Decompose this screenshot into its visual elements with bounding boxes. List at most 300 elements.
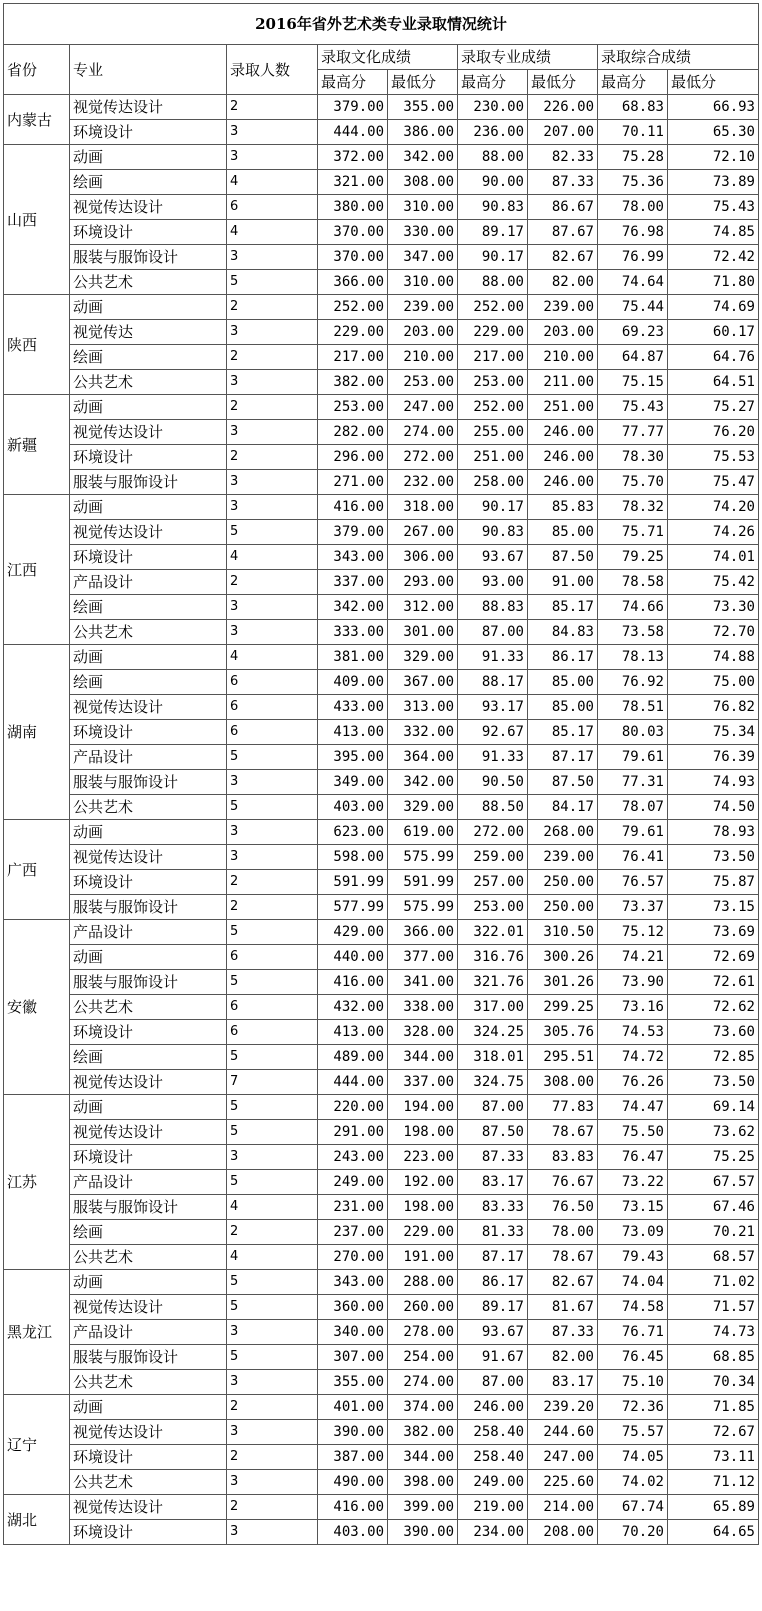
professional-min-cell: 239.00 — [528, 845, 598, 870]
major-cell: 服装与服饰设计 — [70, 895, 227, 920]
professional-min-cell: 77.83 — [528, 1095, 598, 1120]
overall-max-cell: 72.36 — [598, 1395, 668, 1420]
professional-max-cell: 253.00 — [458, 895, 528, 920]
professional-min-cell: 251.00 — [528, 395, 598, 420]
table-row — [4, 1295, 759, 1320]
overall-max-cell: 74.66 — [598, 595, 668, 620]
major-cell: 动画 — [70, 395, 227, 420]
table-row — [4, 1145, 759, 1170]
culture-max-cell: 403.00 — [318, 795, 388, 820]
province-cell: 新疆 — [4, 395, 70, 495]
culture-max-cell: 390.00 — [318, 1420, 388, 1445]
overall-max-cell: 76.26 — [598, 1070, 668, 1095]
overall-min-cell: 74.88 — [668, 645, 759, 670]
count-cell: 2 — [227, 1395, 318, 1420]
overall-max-cell: 74.58 — [598, 1295, 668, 1320]
culture-min-cell: 288.00 — [388, 1270, 458, 1295]
major-cell: 公共艺术 — [70, 620, 227, 645]
table-row — [4, 195, 759, 220]
overall-max-cell: 76.71 — [598, 1320, 668, 1345]
professional-max-cell: 236.00 — [458, 120, 528, 145]
table-row — [4, 1170, 759, 1195]
professional-max-cell: 87.17 — [458, 1245, 528, 1270]
overall-min-cell: 73.11 — [668, 1445, 759, 1470]
table-row — [4, 1195, 759, 1220]
overall-min-cell: 74.73 — [668, 1320, 759, 1345]
major-cell: 动画 — [70, 645, 227, 670]
culture-max-cell: 366.00 — [318, 270, 388, 295]
professional-min-cell: 84.17 — [528, 795, 598, 820]
culture-max-cell: 355.00 — [318, 1370, 388, 1395]
overall-max-cell: 73.15 — [598, 1195, 668, 1220]
professional-min-cell: 226.00 — [528, 95, 598, 120]
overall-max-cell: 73.09 — [598, 1220, 668, 1245]
overall-min-cell: 72.70 — [668, 620, 759, 645]
table-row — [4, 1445, 759, 1470]
professional-max-cell: 252.00 — [458, 395, 528, 420]
header-professional-max: 最高分 — [458, 70, 528, 95]
professional-max-cell: 230.00 — [458, 95, 528, 120]
overall-min-cell: 64.51 — [668, 370, 759, 395]
professional-max-cell: 90.83 — [458, 520, 528, 545]
overall-min-cell: 71.85 — [668, 1395, 759, 1420]
province-cell: 安徽 — [4, 920, 70, 1095]
professional-min-cell: 87.50 — [528, 770, 598, 795]
overall-max-cell: 78.51 — [598, 695, 668, 720]
overall-min-cell: 75.00 — [668, 670, 759, 695]
overall-min-cell: 70.21 — [668, 1220, 759, 1245]
culture-max-cell: 337.00 — [318, 570, 388, 595]
table-row — [4, 695, 759, 720]
table-row — [4, 495, 759, 520]
major-cell: 产品设计 — [70, 1170, 227, 1195]
province-cell: 江西 — [4, 495, 70, 645]
culture-max-cell: 577.99 — [318, 895, 388, 920]
count-cell: 5 — [227, 745, 318, 770]
table-row — [4, 1420, 759, 1445]
professional-max-cell: 88.00 — [458, 270, 528, 295]
overall-min-cell: 75.34 — [668, 720, 759, 745]
professional-max-cell: 219.00 — [458, 1495, 528, 1520]
professional-min-cell: 86.17 — [528, 645, 598, 670]
major-cell: 视觉传达设计 — [70, 845, 227, 870]
major-cell: 环境设计 — [70, 1020, 227, 1045]
count-cell: 4 — [227, 545, 318, 570]
culture-max-cell: 395.00 — [318, 745, 388, 770]
table-row — [4, 1495, 759, 1520]
count-cell: 3 — [227, 420, 318, 445]
overall-max-cell: 74.47 — [598, 1095, 668, 1120]
professional-max-cell: 81.33 — [458, 1220, 528, 1245]
culture-max-cell: 416.00 — [318, 970, 388, 995]
overall-max-cell: 75.71 — [598, 520, 668, 545]
culture-min-cell: 229.00 — [388, 1220, 458, 1245]
culture-max-cell: 340.00 — [318, 1320, 388, 1345]
culture-min-cell: 329.00 — [388, 795, 458, 820]
culture-min-cell: 274.00 — [388, 1370, 458, 1395]
table-row — [4, 245, 759, 270]
major-cell: 环境设计 — [70, 1445, 227, 1470]
table-row — [4, 620, 759, 645]
professional-min-cell: 84.83 — [528, 620, 598, 645]
count-cell: 2 — [227, 395, 318, 420]
overall-max-cell: 75.57 — [598, 1420, 668, 1445]
professional-min-cell: 87.67 — [528, 220, 598, 245]
table-row — [4, 720, 759, 745]
table-row — [4, 820, 759, 845]
table-row — [4, 1070, 759, 1095]
overall-max-cell: 74.64 — [598, 270, 668, 295]
count-cell: 5 — [227, 1095, 318, 1120]
overall-min-cell: 72.85 — [668, 1045, 759, 1070]
overall-max-cell: 68.83 — [598, 95, 668, 120]
culture-max-cell: 379.00 — [318, 520, 388, 545]
overall-min-cell: 74.20 — [668, 495, 759, 520]
major-cell: 动画 — [70, 820, 227, 845]
overall-max-cell: 75.15 — [598, 370, 668, 395]
province-cell: 辽宁 — [4, 1395, 70, 1495]
count-cell: 2 — [227, 570, 318, 595]
table-body — [4, 4, 759, 1545]
major-cell: 视觉传达设计 — [70, 420, 227, 445]
overall-min-cell: 76.20 — [668, 420, 759, 445]
overall-min-cell: 69.14 — [668, 1095, 759, 1120]
culture-max-cell: 489.00 — [318, 1045, 388, 1070]
professional-min-cell: 211.00 — [528, 370, 598, 395]
table-row — [4, 670, 759, 695]
culture-min-cell: 337.00 — [388, 1070, 458, 1095]
professional-min-cell: 225.60 — [528, 1470, 598, 1495]
count-cell: 3 — [227, 1520, 318, 1545]
professional-min-cell: 82.67 — [528, 1270, 598, 1295]
major-cell: 公共艺术 — [70, 1370, 227, 1395]
overall-max-cell: 73.37 — [598, 895, 668, 920]
culture-min-cell: 328.00 — [388, 1020, 458, 1045]
professional-max-cell: 258.00 — [458, 470, 528, 495]
professional-max-cell: 91.67 — [458, 1345, 528, 1370]
overall-max-cell: 78.30 — [598, 445, 668, 470]
culture-min-cell: 191.00 — [388, 1245, 458, 1270]
culture-min-cell: 247.00 — [388, 395, 458, 420]
major-cell: 绘画 — [70, 1045, 227, 1070]
professional-min-cell: 82.33 — [528, 145, 598, 170]
overall-max-cell: 76.57 — [598, 870, 668, 895]
professional-max-cell: 88.83 — [458, 595, 528, 620]
province-cell: 陕西 — [4, 295, 70, 395]
overall-min-cell: 73.50 — [668, 845, 759, 870]
culture-max-cell: 444.00 — [318, 120, 388, 145]
culture-min-cell: 591.99 — [388, 870, 458, 895]
culture-max-cell: 432.00 — [318, 995, 388, 1020]
professional-max-cell: 324.75 — [458, 1070, 528, 1095]
count-cell: 5 — [227, 1045, 318, 1070]
professional-max-cell: 251.00 — [458, 445, 528, 470]
count-cell: 2 — [227, 1220, 318, 1245]
table-row — [4, 845, 759, 870]
count-cell: 5 — [227, 920, 318, 945]
professional-max-cell: 90.17 — [458, 245, 528, 270]
major-cell: 服装与服饰设计 — [70, 970, 227, 995]
major-cell: 产品设计 — [70, 745, 227, 770]
count-cell: 5 — [227, 1345, 318, 1370]
culture-min-cell: 310.00 — [388, 195, 458, 220]
count-cell: 5 — [227, 1295, 318, 1320]
professional-max-cell: 92.67 — [458, 720, 528, 745]
professional-min-cell: 207.00 — [528, 120, 598, 145]
professional-max-cell: 258.40 — [458, 1445, 528, 1470]
count-cell: 3 — [227, 1470, 318, 1495]
professional-max-cell: 90.17 — [458, 495, 528, 520]
culture-min-cell: 313.00 — [388, 695, 458, 720]
table-row — [4, 945, 759, 970]
count-cell: 6 — [227, 695, 318, 720]
culture-min-cell: 194.00 — [388, 1095, 458, 1120]
culture-min-cell: 239.00 — [388, 295, 458, 320]
major-cell: 服装与服饰设计 — [70, 245, 227, 270]
culture-max-cell: 243.00 — [318, 1145, 388, 1170]
major-cell: 产品设计 — [70, 570, 227, 595]
province-cell: 黑龙江 — [4, 1270, 70, 1395]
professional-max-cell: 249.00 — [458, 1470, 528, 1495]
professional-max-cell: 88.50 — [458, 795, 528, 820]
professional-min-cell: 268.00 — [528, 820, 598, 845]
table-row — [4, 795, 759, 820]
table-row — [4, 895, 759, 920]
professional-max-cell: 89.17 — [458, 220, 528, 245]
count-cell: 3 — [227, 245, 318, 270]
table-row — [4, 295, 759, 320]
professional-min-cell: 85.83 — [528, 495, 598, 520]
major-cell: 绘画 — [70, 595, 227, 620]
major-cell: 视觉传达设计 — [70, 1495, 227, 1520]
overall-max-cell: 75.10 — [598, 1370, 668, 1395]
admission-table — [3, 3, 759, 1545]
culture-min-cell: 329.00 — [388, 645, 458, 670]
culture-min-cell: 374.00 — [388, 1395, 458, 1420]
overall-min-cell: 76.39 — [668, 745, 759, 770]
professional-min-cell: 76.50 — [528, 1195, 598, 1220]
overall-min-cell: 74.26 — [668, 520, 759, 545]
culture-max-cell: 270.00 — [318, 1245, 388, 1270]
professional-max-cell: 257.00 — [458, 870, 528, 895]
major-cell: 动画 — [70, 295, 227, 320]
major-cell: 公共艺术 — [70, 795, 227, 820]
table-row — [4, 745, 759, 770]
overall-min-cell: 71.80 — [668, 270, 759, 295]
count-cell: 6 — [227, 720, 318, 745]
count-cell: 4 — [227, 170, 318, 195]
count-cell: 5 — [227, 1120, 318, 1145]
professional-min-cell: 78.00 — [528, 1220, 598, 1245]
professional-min-cell: 246.00 — [528, 470, 598, 495]
professional-min-cell: 210.00 — [528, 345, 598, 370]
culture-max-cell: 370.00 — [318, 245, 388, 270]
major-cell: 绘画 — [70, 670, 227, 695]
professional-max-cell: 316.76 — [458, 945, 528, 970]
major-cell: 视觉传达设计 — [70, 1120, 227, 1145]
province-cell: 江苏 — [4, 1095, 70, 1270]
overall-max-cell: 77.77 — [598, 420, 668, 445]
count-cell: 3 — [227, 320, 318, 345]
province-cell: 内蒙古 — [4, 95, 70, 145]
culture-max-cell: 237.00 — [318, 1220, 388, 1245]
table-row — [4, 1345, 759, 1370]
professional-max-cell: 87.33 — [458, 1145, 528, 1170]
professional-max-cell: 258.40 — [458, 1420, 528, 1445]
culture-max-cell: 249.00 — [318, 1170, 388, 1195]
header-major: 专业 — [70, 45, 227, 95]
culture-min-cell: 312.00 — [388, 595, 458, 620]
overall-min-cell: 74.93 — [668, 770, 759, 795]
culture-min-cell: 223.00 — [388, 1145, 458, 1170]
professional-min-cell: 85.17 — [528, 595, 598, 620]
table-row — [4, 395, 759, 420]
overall-max-cell: 74.02 — [598, 1470, 668, 1495]
professional-max-cell: 90.00 — [458, 170, 528, 195]
table-row — [4, 1120, 759, 1145]
culture-min-cell: 341.00 — [388, 970, 458, 995]
culture-max-cell: 360.00 — [318, 1295, 388, 1320]
count-cell: 5 — [227, 520, 318, 545]
professional-max-cell: 252.00 — [458, 295, 528, 320]
professional-min-cell: 308.00 — [528, 1070, 598, 1095]
professional-max-cell: 321.76 — [458, 970, 528, 995]
overall-max-cell: 70.20 — [598, 1520, 668, 1545]
province-cell: 广西 — [4, 820, 70, 920]
table-row — [4, 1470, 759, 1495]
table-row — [4, 170, 759, 195]
overall-min-cell: 74.01 — [668, 545, 759, 570]
table-row — [4, 370, 759, 395]
professional-max-cell: 88.00 — [458, 145, 528, 170]
count-cell: 4 — [227, 220, 318, 245]
professional-min-cell: 78.67 — [528, 1245, 598, 1270]
culture-min-cell: 382.00 — [388, 1420, 458, 1445]
overall-min-cell: 60.17 — [668, 320, 759, 345]
table-row — [4, 520, 759, 545]
culture-min-cell: 390.00 — [388, 1520, 458, 1545]
professional-max-cell: 87.00 — [458, 1095, 528, 1120]
overall-max-cell: 73.16 — [598, 995, 668, 1020]
culture-min-cell: 306.00 — [388, 545, 458, 570]
professional-max-cell: 318.01 — [458, 1045, 528, 1070]
culture-max-cell: 416.00 — [318, 1495, 388, 1520]
culture-min-cell: 274.00 — [388, 420, 458, 445]
professional-min-cell: 87.33 — [528, 1320, 598, 1345]
major-cell: 环境设计 — [70, 870, 227, 895]
header-culture-max: 最高分 — [318, 70, 388, 95]
major-cell: 动画 — [70, 945, 227, 970]
count-cell: 3 — [227, 1370, 318, 1395]
culture-max-cell: 349.00 — [318, 770, 388, 795]
overall-min-cell: 70.34 — [668, 1370, 759, 1395]
overall-max-cell: 76.98 — [598, 220, 668, 245]
major-cell: 视觉传达 — [70, 320, 227, 345]
culture-min-cell: 330.00 — [388, 220, 458, 245]
culture-min-cell: 575.99 — [388, 895, 458, 920]
table-row — [4, 1245, 759, 1270]
table-row — [4, 570, 759, 595]
culture-max-cell: 296.00 — [318, 445, 388, 470]
major-cell: 环境设计 — [70, 1145, 227, 1170]
major-cell: 服装与服饰设计 — [70, 1345, 227, 1370]
major-cell: 环境设计 — [70, 120, 227, 145]
overall-min-cell: 67.46 — [668, 1195, 759, 1220]
overall-min-cell: 73.62 — [668, 1120, 759, 1145]
overall-min-cell: 64.76 — [668, 345, 759, 370]
professional-min-cell: 203.00 — [528, 320, 598, 345]
count-cell: 4 — [227, 645, 318, 670]
culture-max-cell: 433.00 — [318, 695, 388, 720]
culture-min-cell: 619.00 — [388, 820, 458, 845]
culture-max-cell: 444.00 — [318, 1070, 388, 1095]
professional-max-cell: 259.00 — [458, 845, 528, 870]
count-cell: 3 — [227, 495, 318, 520]
culture-min-cell: 344.00 — [388, 1445, 458, 1470]
culture-min-cell: 342.00 — [388, 145, 458, 170]
culture-min-cell: 355.00 — [388, 95, 458, 120]
culture-max-cell: 231.00 — [318, 1195, 388, 1220]
table-row — [4, 920, 759, 945]
overall-min-cell: 74.85 — [668, 220, 759, 245]
header-professional-min: 最低分 — [528, 70, 598, 95]
table-row — [4, 1395, 759, 1420]
culture-min-cell: 367.00 — [388, 670, 458, 695]
count-cell: 3 — [227, 845, 318, 870]
culture-min-cell: 364.00 — [388, 745, 458, 770]
overall-min-cell: 73.60 — [668, 1020, 759, 1045]
count-cell: 3 — [227, 820, 318, 845]
professional-min-cell: 87.33 — [528, 170, 598, 195]
count-cell: 5 — [227, 970, 318, 995]
culture-max-cell: 343.00 — [318, 545, 388, 570]
professional-max-cell: 234.00 — [458, 1520, 528, 1545]
table-row — [4, 595, 759, 620]
count-cell: 2 — [227, 1445, 318, 1470]
table-row — [4, 1370, 759, 1395]
culture-max-cell: 372.00 — [318, 145, 388, 170]
overall-max-cell: 75.70 — [598, 470, 668, 495]
overall-max-cell: 76.45 — [598, 1345, 668, 1370]
culture-max-cell: 370.00 — [318, 220, 388, 245]
major-cell: 动画 — [70, 145, 227, 170]
culture-max-cell: 409.00 — [318, 670, 388, 695]
overall-min-cell: 73.15 — [668, 895, 759, 920]
professional-max-cell: 217.00 — [458, 345, 528, 370]
professional-max-cell: 90.83 — [458, 195, 528, 220]
culture-max-cell: 271.00 — [318, 470, 388, 495]
table-row — [4, 320, 759, 345]
overall-max-cell: 75.36 — [598, 170, 668, 195]
overall-min-cell: 64.65 — [668, 1520, 759, 1545]
professional-max-cell: 229.00 — [458, 320, 528, 345]
overall-max-cell: 75.44 — [598, 295, 668, 320]
professional-min-cell: 305.76 — [528, 1020, 598, 1045]
culture-min-cell: 318.00 — [388, 495, 458, 520]
overall-max-cell: 79.61 — [598, 820, 668, 845]
overall-max-cell: 67.74 — [598, 1495, 668, 1520]
culture-min-cell: 366.00 — [388, 920, 458, 945]
professional-max-cell: 83.33 — [458, 1195, 528, 1220]
professional-min-cell: 250.00 — [528, 895, 598, 920]
overall-max-cell: 78.00 — [598, 195, 668, 220]
overall-min-cell: 72.62 — [668, 995, 759, 1020]
count-cell: 6 — [227, 995, 318, 1020]
professional-max-cell: 86.17 — [458, 1270, 528, 1295]
overall-min-cell: 72.61 — [668, 970, 759, 995]
count-cell: 6 — [227, 195, 318, 220]
professional-max-cell: 255.00 — [458, 420, 528, 445]
